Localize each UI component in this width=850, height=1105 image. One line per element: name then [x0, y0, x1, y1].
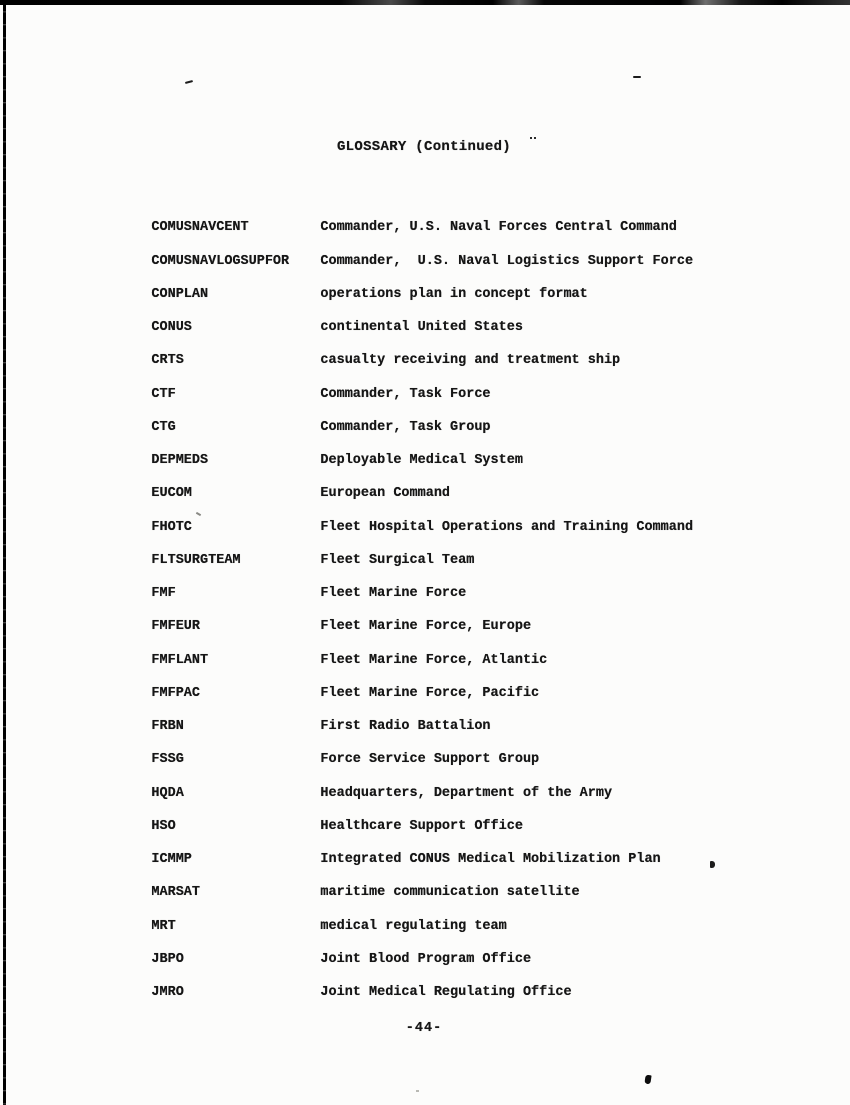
glossary-definition: Commander, Task Group: [320, 419, 491, 435]
glossary-acronym: CRTS: [151, 353, 184, 369]
glossary-definition: medical regulating team: [320, 918, 507, 934]
scan-speck: [416, 1090, 419, 1092]
glossary-acronym: FMFEUR: [151, 619, 201, 635]
glossary-acronym: CTG: [151, 419, 176, 435]
glossary-acronym: FHOTC: [151, 519, 192, 535]
glossary-acronym: JBPO: [151, 951, 184, 967]
glossary-definition: casualty receiving and treatment ship: [320, 353, 621, 369]
scan-edge-top: [0, 0, 850, 5]
scan-speck: [644, 1075, 651, 1085]
glossary-acronym: FRBN: [151, 719, 184, 734]
glossary-acronym: DEPMEDS: [151, 453, 209, 468]
scan-edge-left: [3, 0, 6, 1105]
glossary-definition: Fleet Marine Force, Europe: [320, 619, 532, 635]
glossary-definition: Force Service Support Group: [320, 752, 540, 768]
glossary-definition: Fleet Marine Force, Atlantic: [320, 652, 548, 668]
page-number: -44-: [405, 1021, 443, 1036]
glossary-definition: maritime communication satellite: [320, 885, 580, 901]
glossary-definition: Deployable Medical System: [320, 453, 523, 468]
glossary-definition: continental United States: [320, 320, 523, 335]
glossary-acronym: HQDA: [151, 785, 184, 801]
glossary-definition: Fleet Marine Force: [320, 586, 467, 601]
glossary-acronym: CTF: [151, 386, 176, 402]
glossary-acronym: FMFLANT: [151, 652, 209, 668]
glossary-acronym: MRT: [151, 918, 176, 934]
scan-speck: [185, 80, 193, 84]
glossary-definition: Healthcare Support Office: [320, 818, 523, 834]
scan-speck: [710, 861, 715, 868]
glossary-acronym: CONPLAN: [151, 286, 209, 302]
glossary-entry: [119, 178, 693, 236]
glossary-definition: Headquarters, Department of the Army: [320, 785, 613, 801]
scan-speck: [633, 76, 641, 78]
glossary-definition: Commander, U.S. Naval Forces Central Command: [320, 220, 677, 236]
glossary-definition: First Radio Battalion: [320, 719, 491, 734]
glossary-acronym: ICMMP: [151, 852, 192, 867]
glossary-acronym: FMF: [151, 586, 176, 601]
glossary-definition: Fleet Hospital Operations and Training Command: [320, 519, 694, 535]
glossary-definition: Fleet Marine Force, Pacific: [320, 685, 540, 701]
glossary-acronym: FMFPAC: [151, 685, 201, 701]
glossary-acronym: COMUSNAVLOGSUPFOR: [151, 253, 290, 269]
glossary-acronym: COMUSNAVCENT: [151, 220, 249, 236]
glossary-acronym: MARSAT: [151, 885, 201, 901]
glossary-acronym: FSSG: [151, 752, 184, 768]
glossary-definition: Fleet Surgical Team: [320, 552, 475, 568]
glossary-acronym: JMRO: [151, 985, 184, 1000]
glossary-acronym: HSO: [151, 818, 176, 834]
glossary-acronym: EUCOM: [151, 486, 192, 502]
glossary-definition: European Command: [320, 486, 451, 502]
glossary-acronym: CONUS: [151, 320, 192, 335]
page-title: GLOSSARY (Continued): [336, 139, 512, 155]
glossary-definition: Commander, U.S. Naval Logistics Support Force: [320, 253, 694, 269]
glossary-list: [119, 178, 694, 1000]
glossary-acronym: FLTSURGTEAM: [151, 552, 241, 568]
glossary-definition: Integrated CONUS Medical Mobilization Plan: [320, 852, 661, 867]
glossary-definition: Commander, Task Force: [320, 386, 491, 402]
glossary-definition: Joint Medical Regulating Office: [320, 985, 572, 1000]
glossary-definition: Joint Blood Program Office: [320, 951, 532, 967]
glossary-definition: operations plan in concept format: [320, 286, 588, 302]
